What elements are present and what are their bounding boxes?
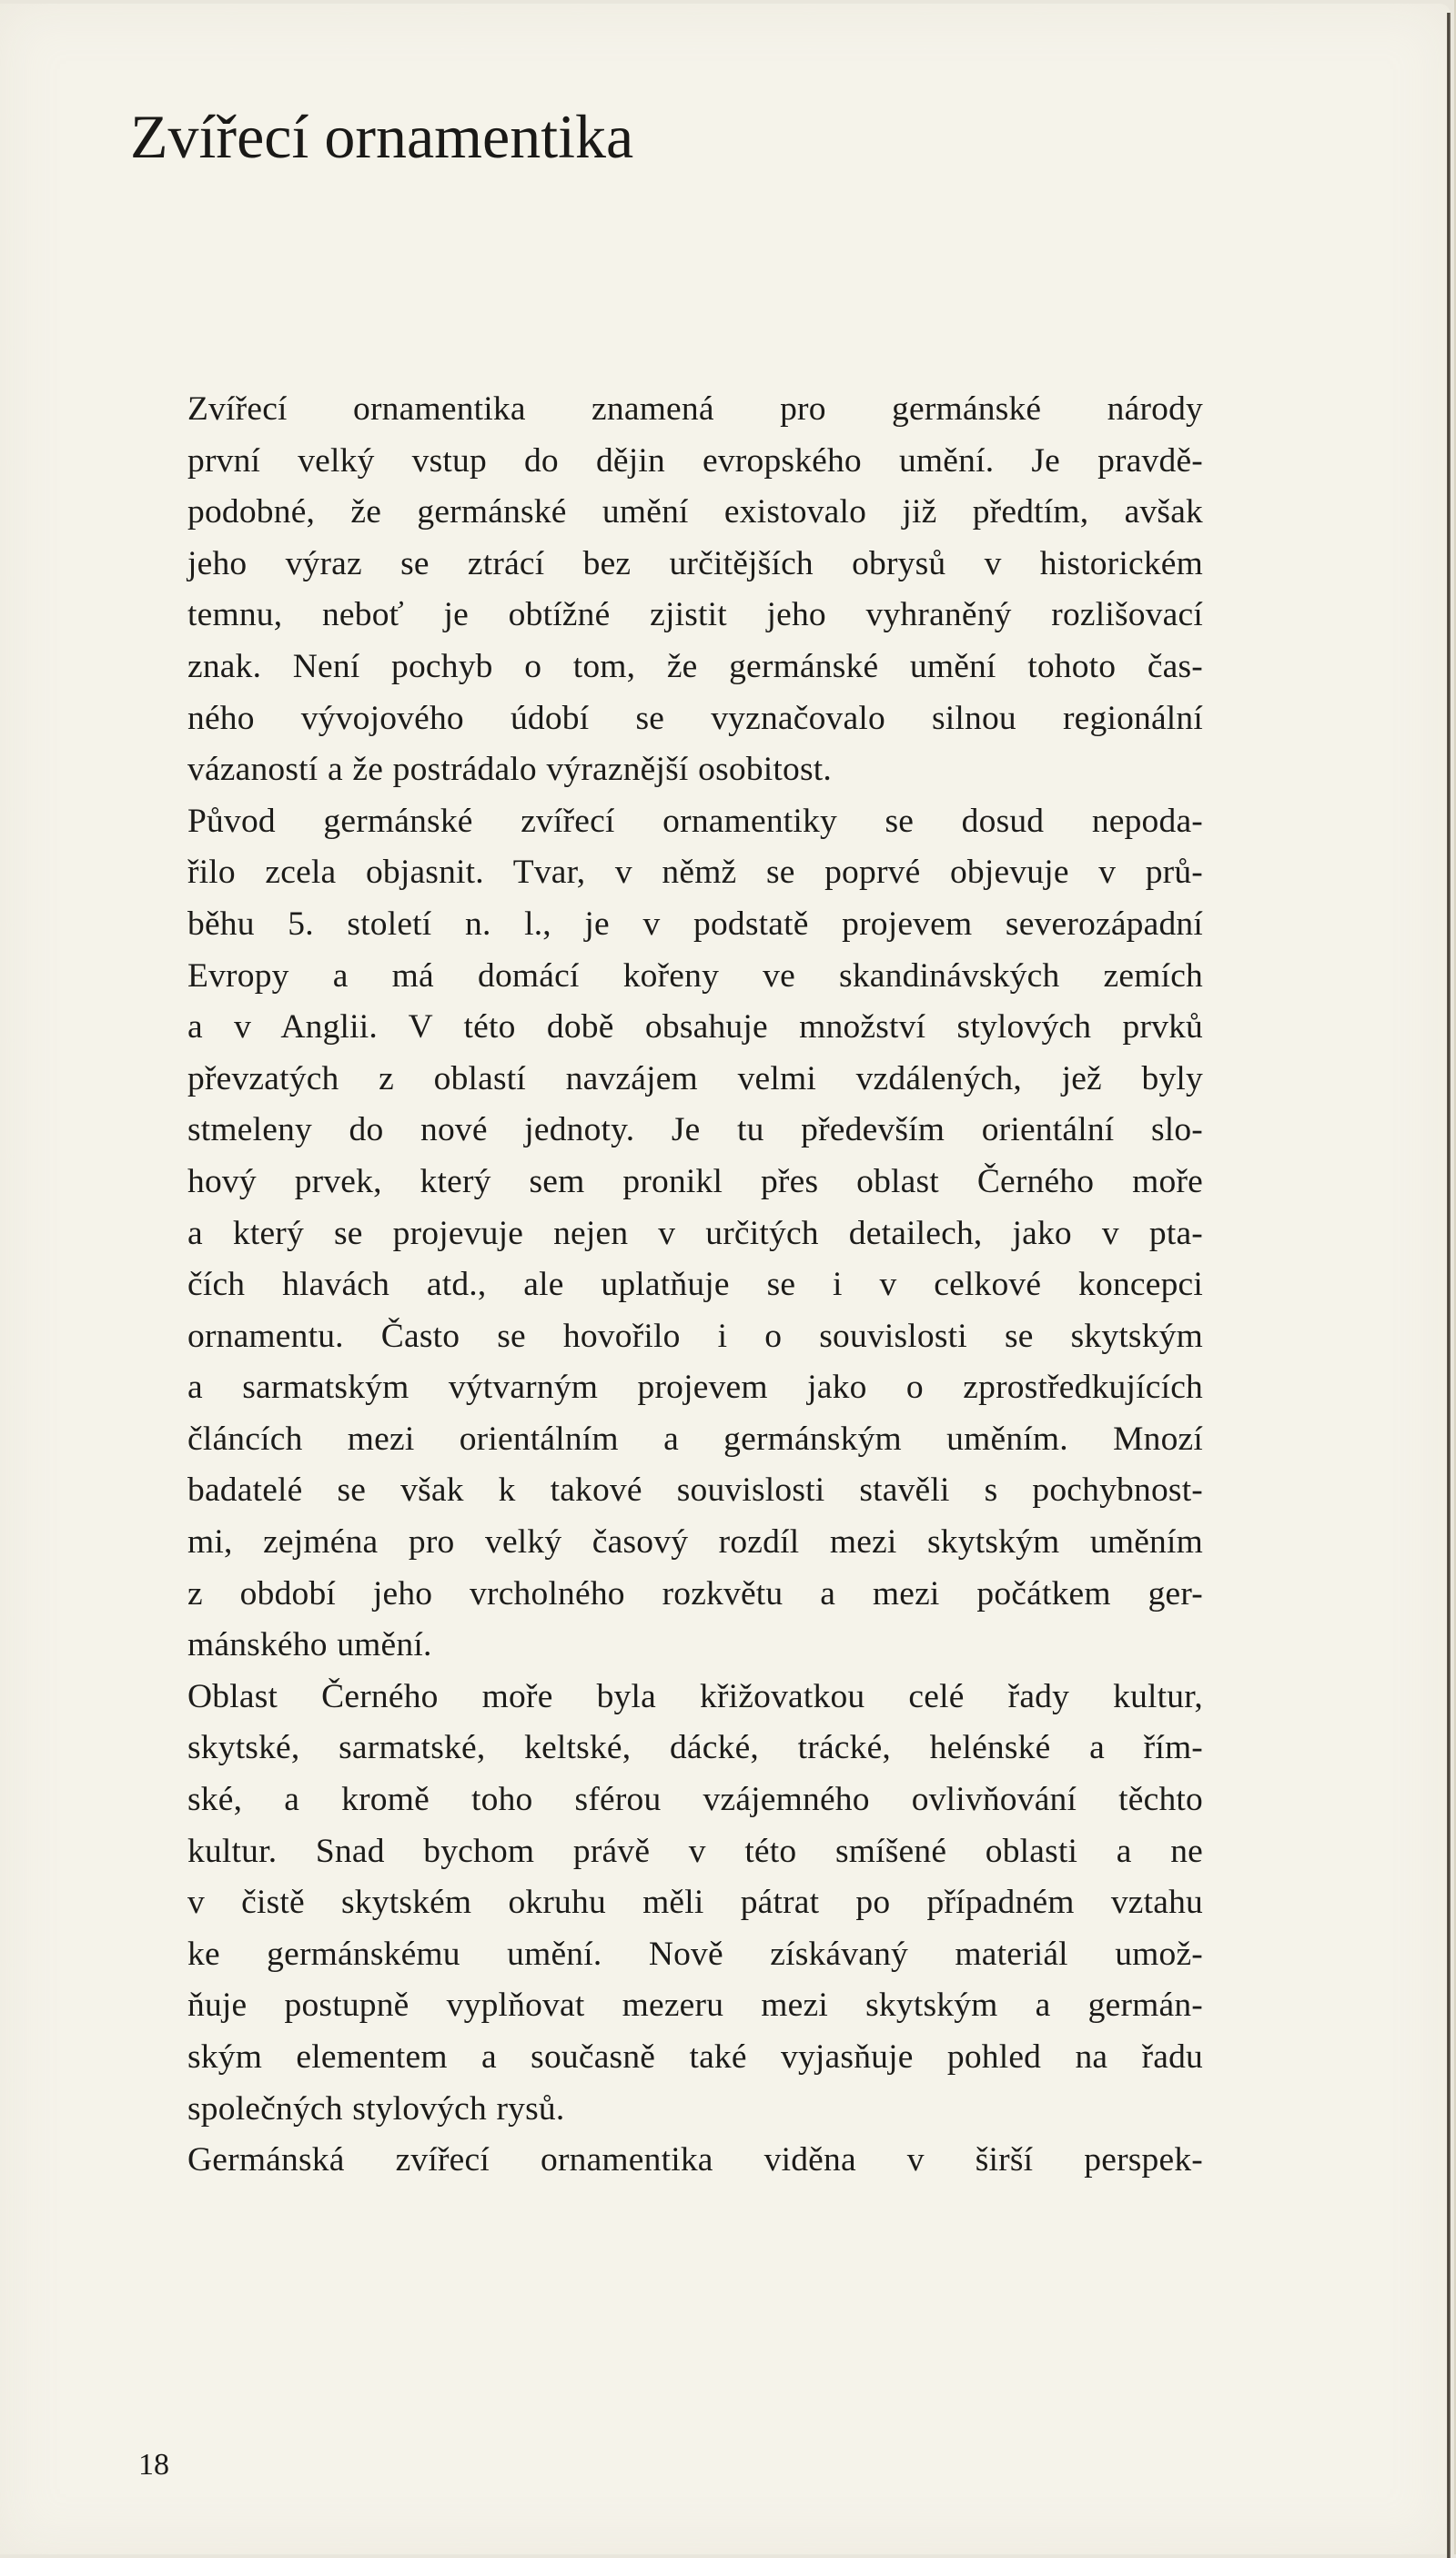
text-line: ským elementem a současně také vyjasňuje pohled na řadu — [187, 2038, 1203, 2076]
chapter-title: Zvířecí ornamentika — [130, 102, 634, 171]
paragraph-3 — [135, 1672, 1203, 2135]
text-line: a sarmatským výtvarným projevem jako o zprostředkujících — [187, 1369, 1203, 1407]
text-line: kultur. Snad bychom právě v této smíšené oblasti a ne — [187, 1832, 1203, 1870]
text-line: běhu 5. století n. l., je v podstatě projevem severozápadní — [187, 905, 1203, 943]
text-line: Evropy a má domácí kořeny ve skandinávských zemích — [187, 956, 1203, 995]
book-page — [0, 4, 1451, 2554]
text-line: ňuje postupně vyplňovat mezeru mezi skytským a germán- — [187, 1987, 1203, 2025]
text-line: vázaností a že postrádalo výraznější osobitost. — [187, 751, 832, 789]
text-line: v čistě skytském okruhu měli pátrat po případném vztahu — [187, 1884, 1203, 1922]
paragraph-4 — [135, 2135, 1203, 2187]
text-line: znak. Není pochyb o tom, že germánské umění tohoto čas- — [187, 647, 1203, 685]
paragraph-1 — [135, 384, 1203, 796]
text-line: řilo zcela objasnit. Tvar, v němž se poprvé objevuje v prů- — [187, 854, 1203, 892]
text-line: podobné, že germánské umění existovalo již předtím, avšak — [187, 493, 1203, 531]
text-line: první velký vstup do dějin evropského umění. Je pravdě- — [187, 441, 1203, 480]
text-line: mánského umění. — [187, 1626, 432, 1664]
text-line: jeho výraz se ztrácí bez určitějších obrysů v historickém — [187, 544, 1203, 582]
text-line: Původ germánské zvířecí ornamentiky se dosud nepoda- — [187, 802, 1203, 840]
text-line: ornamentu. Často se hovořilo i o souvislosti se skytským — [187, 1317, 1203, 1355]
text-line: Zvířecí ornamentika znamená pro germánské národy — [187, 390, 1203, 428]
paragraph-2 — [135, 796, 1203, 1672]
text-line: převzatých z oblastí navzájem velmi vzdálených, jež byly — [187, 1059, 1203, 1097]
text-line: hový prvek, který sem pronikl přes oblast Černého moře — [187, 1162, 1203, 1200]
text-line: mi, zejména pro velký časový rozdíl mezi skytským uměním — [187, 1523, 1203, 1562]
text-line: článcích mezi orientálním a germánským uměním. Mnozí — [187, 1420, 1203, 1458]
text-line: Oblast Černého moře byla křižovatkou celé řady kultur, — [187, 1677, 1203, 1715]
text-line: skytské, sarmatské, keltské, dácké, trácké, helénské a řím- — [187, 1729, 1203, 1767]
text-line: ské, a kromě toho sférou vzájemného ovlivňování těchto — [187, 1781, 1203, 1819]
text-line: Germánská zvířecí ornamentika viděna v širší perspek- — [187, 2141, 1203, 2179]
text-line: a který se projevuje nejen v určitých detailech, jako v pta- — [187, 1214, 1203, 1252]
text-line: stmeleny do nové jednoty. Je tu především orientální slo- — [187, 1111, 1203, 1149]
text-line: čích hlavách atd., ale uplatňuje se i v celkové koncepci — [187, 1266, 1203, 1304]
text-line: a v Anglii. V této době obsahuje množství stylových prvků — [187, 1008, 1203, 1046]
text-line: temnu, neboť je obtížné zjistit jeho vyhraněný rozlišovací — [187, 596, 1203, 634]
page-edge-shadow — [1447, 13, 1451, 2558]
text-line: badatelé se však k takové souvislosti stavěli s pochybnost- — [187, 1471, 1203, 1510]
page-number: 18 — [138, 2448, 169, 2482]
text-line: společných stylových rysů. — [187, 2089, 565, 2128]
text-line: ného vývojového údobí se vyznačovalo silnou regionální — [187, 699, 1203, 737]
text-line: ke germánskému umění. Nově získávaný materiál umož- — [187, 1935, 1203, 1973]
body-text — [135, 384, 1203, 2187]
text-line: z období jeho vrcholného rozkvětu a mezi počátkem ger- — [187, 1574, 1203, 1613]
